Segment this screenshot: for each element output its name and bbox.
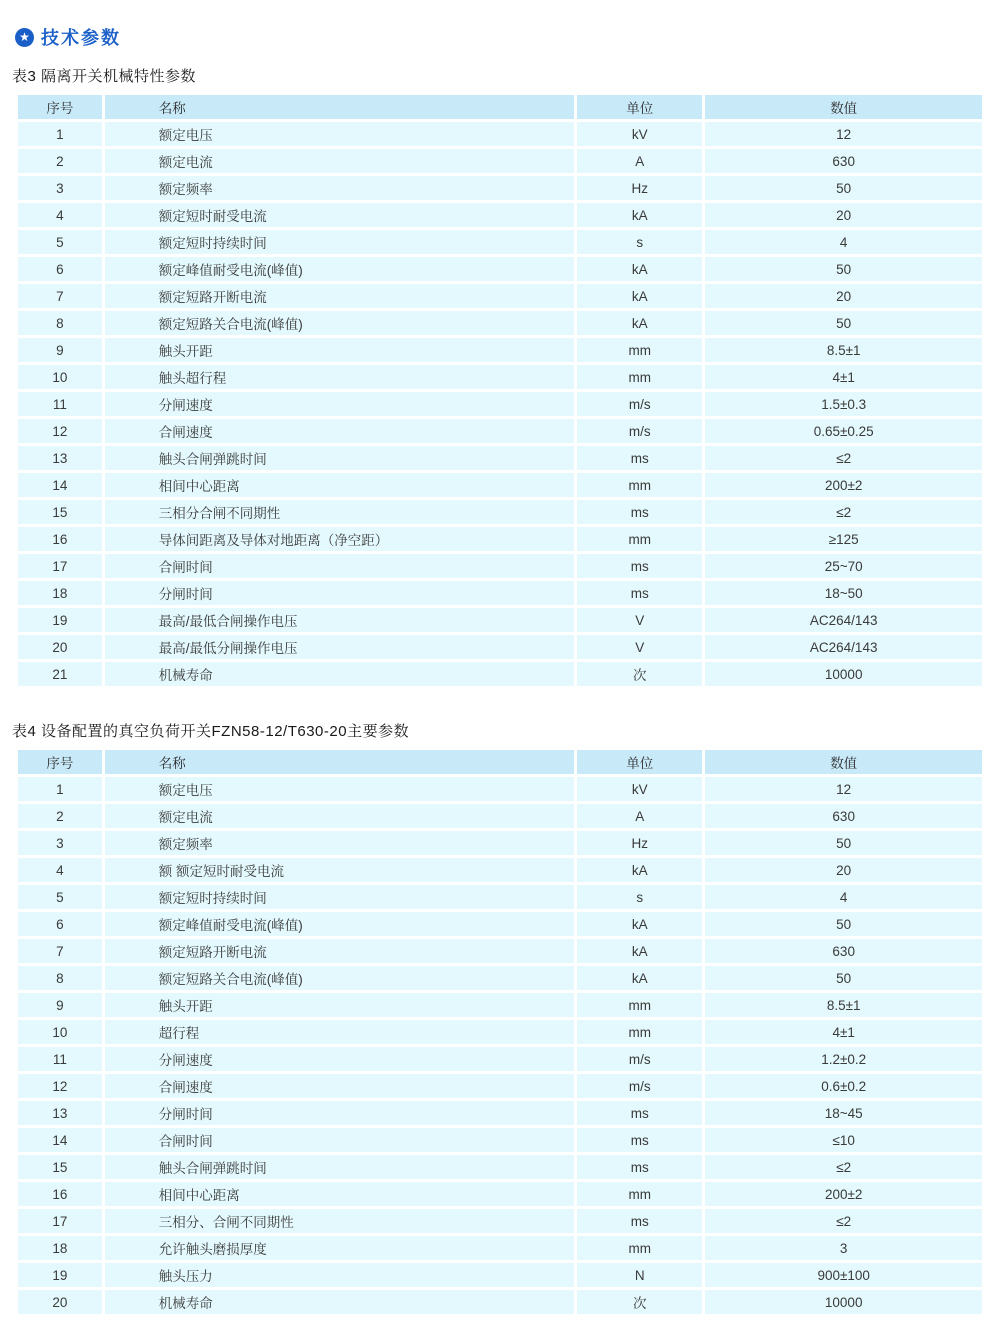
cell-value: 50	[704, 175, 984, 202]
table-row	[17, 803, 984, 830]
column-header-value: 数值	[704, 749, 984, 776]
cell-unit: ms	[576, 499, 704, 526]
cell-seq: 6	[17, 256, 104, 283]
table-row	[17, 634, 984, 661]
cell-unit: V	[576, 634, 704, 661]
column-header-name: 名称	[103, 94, 575, 121]
cell-seq: 1	[17, 121, 104, 148]
cell-seq: 8	[17, 310, 104, 337]
cell-name: 分闸速度	[103, 391, 575, 418]
cell-value: 12	[704, 776, 984, 803]
cell-value: 50	[704, 256, 984, 283]
cell-seq: 5	[17, 229, 104, 256]
table-row	[17, 776, 984, 803]
table-row	[17, 121, 984, 148]
cell-seq: 5	[17, 884, 104, 911]
cell-name: 额定电压	[103, 121, 575, 148]
cell-unit: kA	[576, 202, 704, 229]
cell-unit: kV	[576, 121, 704, 148]
cell-seq: 10	[17, 364, 104, 391]
cell-value: 200±2	[704, 472, 984, 499]
cell-unit: V	[576, 607, 704, 634]
cell-value: 4	[704, 229, 984, 256]
cell-value: ≤2	[704, 1154, 984, 1181]
cell-name: 合闸时间	[103, 553, 575, 580]
cell-name: 额定短路关合电流(峰值)	[103, 310, 575, 337]
table-row	[17, 1289, 984, 1316]
cell-unit: A	[576, 148, 704, 175]
cell-seq: 11	[17, 1046, 104, 1073]
column-header-unit: 单位	[576, 94, 704, 121]
table-row	[17, 526, 984, 553]
cell-unit: 次	[576, 1289, 704, 1316]
cell-seq: 6	[17, 911, 104, 938]
cell-name: 额定电流	[103, 148, 575, 175]
table-row	[17, 1046, 984, 1073]
table-row	[17, 472, 984, 499]
cell-value: 18~50	[704, 580, 984, 607]
cell-unit: ms	[576, 1100, 704, 1127]
cell-unit: mm	[576, 992, 704, 1019]
table-row	[17, 1073, 984, 1100]
cell-unit: ms	[576, 1154, 704, 1181]
cell-seq: 2	[17, 803, 104, 830]
table-row	[17, 310, 984, 337]
cell-value: 4±1	[704, 364, 984, 391]
cell-seq: 13	[17, 1100, 104, 1127]
cell-value: 25~70	[704, 553, 984, 580]
header-row	[17, 94, 984, 121]
cell-value: 900±100	[704, 1262, 984, 1289]
cell-seq: 16	[17, 1181, 104, 1208]
cell-name: 额定电流	[103, 803, 575, 830]
cell-name: 额定频率	[103, 830, 575, 857]
cell-name: 相间中心距离	[103, 472, 575, 499]
cell-unit: N	[576, 1262, 704, 1289]
cell-unit: ms	[576, 445, 704, 472]
cell-value: ≤10	[704, 1127, 984, 1154]
table3-caption: 表3 隔离开关机械特性参数	[12, 68, 197, 85]
cell-unit: 次	[576, 661, 704, 688]
cell-seq: 1	[17, 776, 104, 803]
cell-unit: ms	[576, 1127, 704, 1154]
table4-caption: 表4 设备配置的真空负荷开关FZN58-12/T630-20主要参数	[12, 723, 410, 740]
table-row	[17, 1208, 984, 1235]
column-header-seq: 序号	[17, 749, 104, 776]
table-row	[17, 965, 984, 992]
table-row	[17, 884, 984, 911]
table-row	[17, 1235, 984, 1262]
cell-name: 合闸速度	[103, 1073, 575, 1100]
cell-unit: ms	[576, 580, 704, 607]
cell-value: ≤2	[704, 1208, 984, 1235]
cell-unit: mm	[576, 1181, 704, 1208]
cell-name: 三相分合闸不同期性	[103, 499, 575, 526]
table-row	[17, 580, 984, 607]
cell-unit: kA	[576, 911, 704, 938]
table-row	[17, 229, 984, 256]
table-row	[17, 1127, 984, 1154]
table-row	[17, 911, 984, 938]
table-row	[17, 857, 984, 884]
cell-name: 额定短时持续时间	[103, 229, 575, 256]
cell-unit: s	[576, 229, 704, 256]
cell-unit: kA	[576, 283, 704, 310]
cell-name: 触头压力	[103, 1262, 575, 1289]
cell-unit: kA	[576, 965, 704, 992]
cell-seq: 20	[17, 1289, 104, 1316]
cell-seq: 13	[17, 445, 104, 472]
table3-header	[17, 94, 984, 121]
table-row	[17, 830, 984, 857]
cell-value: ≤2	[704, 445, 984, 472]
cell-name: 额定峰值耐受电流(峰值)	[103, 911, 575, 938]
cell-seq: 21	[17, 661, 104, 688]
table-row	[17, 283, 984, 310]
cell-seq: 20	[17, 634, 104, 661]
cell-value: AC264/143	[704, 634, 984, 661]
cell-unit: ms	[576, 1208, 704, 1235]
cell-value: 4	[704, 884, 984, 911]
cell-seq: 15	[17, 499, 104, 526]
cell-name: 机械寿命	[103, 661, 575, 688]
cell-name: 分闸速度	[103, 1046, 575, 1073]
column-header-value: 数值	[704, 94, 984, 121]
cell-value: 10000	[704, 661, 984, 688]
table3-body	[17, 121, 984, 688]
cell-name: 触头合闸弹跳时间	[103, 1154, 575, 1181]
cell-value: ≤2	[704, 499, 984, 526]
cell-name: 额 额定短时耐受电流	[103, 857, 575, 884]
cell-unit: m/s	[576, 1073, 704, 1100]
cell-value: 1.5±0.3	[704, 391, 984, 418]
star-in-circle-icon: ★	[15, 28, 34, 47]
cell-seq: 4	[17, 857, 104, 884]
cell-value: 50	[704, 911, 984, 938]
cell-seq: 18	[17, 1235, 104, 1262]
cell-unit: m/s	[576, 391, 704, 418]
cell-unit: kA	[576, 310, 704, 337]
cell-name: 触头超行程	[103, 364, 575, 391]
table-row	[17, 607, 984, 634]
header-row	[17, 749, 984, 776]
table-row	[17, 256, 984, 283]
cell-name: 允许触头磨损厚度	[103, 1235, 575, 1262]
page-title: 技术参数	[41, 28, 121, 48]
cell-name: 额定峰值耐受电流(峰值)	[103, 256, 575, 283]
cell-value: 630	[704, 148, 984, 175]
cell-unit: m/s	[576, 418, 704, 445]
table4-body	[17, 776, 984, 1316]
cell-seq: 12	[17, 418, 104, 445]
table-row	[17, 938, 984, 965]
table-row	[17, 202, 984, 229]
cell-name: 触头开距	[103, 992, 575, 1019]
cell-name: 超行程	[103, 1019, 575, 1046]
cell-name: 最高/最低合闸操作电压	[103, 607, 575, 634]
table-row	[17, 337, 984, 364]
cell-value: 0.6±0.2	[704, 1073, 984, 1100]
cell-name: 额定频率	[103, 175, 575, 202]
table-row	[17, 1019, 984, 1046]
cell-seq: 14	[17, 472, 104, 499]
table-row	[17, 148, 984, 175]
cell-seq: 17	[17, 553, 104, 580]
cell-seq: 10	[17, 1019, 104, 1046]
cell-value: 20	[704, 202, 984, 229]
table-row	[17, 992, 984, 1019]
cell-name: 分闸时间	[103, 580, 575, 607]
cell-unit: A	[576, 803, 704, 830]
cell-unit: mm	[576, 364, 704, 391]
cell-name: 最高/最低分闸操作电压	[103, 634, 575, 661]
table-row	[17, 391, 984, 418]
cell-name: 额定短时耐受电流	[103, 202, 575, 229]
cell-value: 20	[704, 283, 984, 310]
cell-value: 8.5±1	[704, 337, 984, 364]
table-row	[17, 418, 984, 445]
table-row	[17, 661, 984, 688]
cell-value: 630	[704, 938, 984, 965]
cell-seq: 3	[17, 830, 104, 857]
cell-name: 分闸时间	[103, 1100, 575, 1127]
table-row	[17, 499, 984, 526]
cell-seq: 7	[17, 938, 104, 965]
cell-unit: mm	[576, 1019, 704, 1046]
cell-value: 200±2	[704, 1181, 984, 1208]
cell-seq: 16	[17, 526, 104, 553]
table4-params	[15, 747, 985, 1317]
cell-seq: 17	[17, 1208, 104, 1235]
cell-seq: 4	[17, 202, 104, 229]
cell-name: 三相分、合闸不同期性	[103, 1208, 575, 1235]
cell-seq: 12	[17, 1073, 104, 1100]
cell-seq: 3	[17, 175, 104, 202]
cell-value: 4±1	[704, 1019, 984, 1046]
section-header	[15, 24, 1000, 50]
cell-name: 合闸速度	[103, 418, 575, 445]
cell-seq: 7	[17, 283, 104, 310]
cell-name: 额定短时持续时间	[103, 884, 575, 911]
cell-name: 合闸时间	[103, 1127, 575, 1154]
cell-unit: mm	[576, 337, 704, 364]
cell-seq: 9	[17, 337, 104, 364]
cell-unit: m/s	[576, 1046, 704, 1073]
cell-value: 1.2±0.2	[704, 1046, 984, 1073]
column-header-name: 名称	[103, 749, 575, 776]
cell-seq: 19	[17, 607, 104, 634]
cell-value: 10000	[704, 1289, 984, 1316]
cell-unit: s	[576, 884, 704, 911]
table4-header	[17, 749, 984, 776]
cell-value: 3	[704, 1235, 984, 1262]
table-row	[17, 1181, 984, 1208]
cell-name: 额定短路关合电流(峰值)	[103, 965, 575, 992]
table-row	[17, 553, 984, 580]
cell-value: AC264/143	[704, 607, 984, 634]
cell-unit: mm	[576, 1235, 704, 1262]
table-row	[17, 1262, 984, 1289]
cell-name: 额定电压	[103, 776, 575, 803]
column-header-unit: 单位	[576, 749, 704, 776]
table-row	[17, 175, 984, 202]
cell-unit: Hz	[576, 175, 704, 202]
cell-seq: 14	[17, 1127, 104, 1154]
cell-name: 额定短路开断电流	[103, 938, 575, 965]
cell-value: 12	[704, 121, 984, 148]
cell-unit: kA	[576, 857, 704, 884]
cell-unit: Hz	[576, 830, 704, 857]
cell-name: 导体间距离及导体对地距离（净空距）	[103, 526, 575, 553]
cell-value: 630	[704, 803, 984, 830]
cell-name: 触头开距	[103, 337, 575, 364]
table-row	[17, 445, 984, 472]
cell-unit: mm	[576, 472, 704, 499]
cell-name: 机械寿命	[103, 1289, 575, 1316]
cell-value: 50	[704, 965, 984, 992]
table-row	[17, 364, 984, 391]
cell-name: 相间中心距离	[103, 1181, 575, 1208]
cell-value: 50	[704, 310, 984, 337]
cell-seq: 11	[17, 391, 104, 418]
cell-value: 50	[704, 830, 984, 857]
cell-value: 8.5±1	[704, 992, 984, 1019]
cell-name: 触头合闸弹跳时间	[103, 445, 575, 472]
cell-unit: ms	[576, 553, 704, 580]
cell-seq: 2	[17, 148, 104, 175]
cell-seq: 15	[17, 1154, 104, 1181]
table3-params	[15, 92, 985, 689]
cell-value: 18~45	[704, 1100, 984, 1127]
column-header-seq: 序号	[17, 94, 104, 121]
cell-seq: 18	[17, 580, 104, 607]
cell-seq: 9	[17, 992, 104, 1019]
cell-value: 20	[704, 857, 984, 884]
cell-unit: kA	[576, 938, 704, 965]
cell-value: ≥125	[704, 526, 984, 553]
table-row	[17, 1154, 984, 1181]
cell-unit: mm	[576, 526, 704, 553]
cell-unit: kA	[576, 256, 704, 283]
cell-value: 0.65±0.25	[704, 418, 984, 445]
cell-seq: 19	[17, 1262, 104, 1289]
cell-seq: 8	[17, 965, 104, 992]
cell-name: 额定短路开断电流	[103, 283, 575, 310]
table-row	[17, 1100, 984, 1127]
cell-unit: kV	[576, 776, 704, 803]
